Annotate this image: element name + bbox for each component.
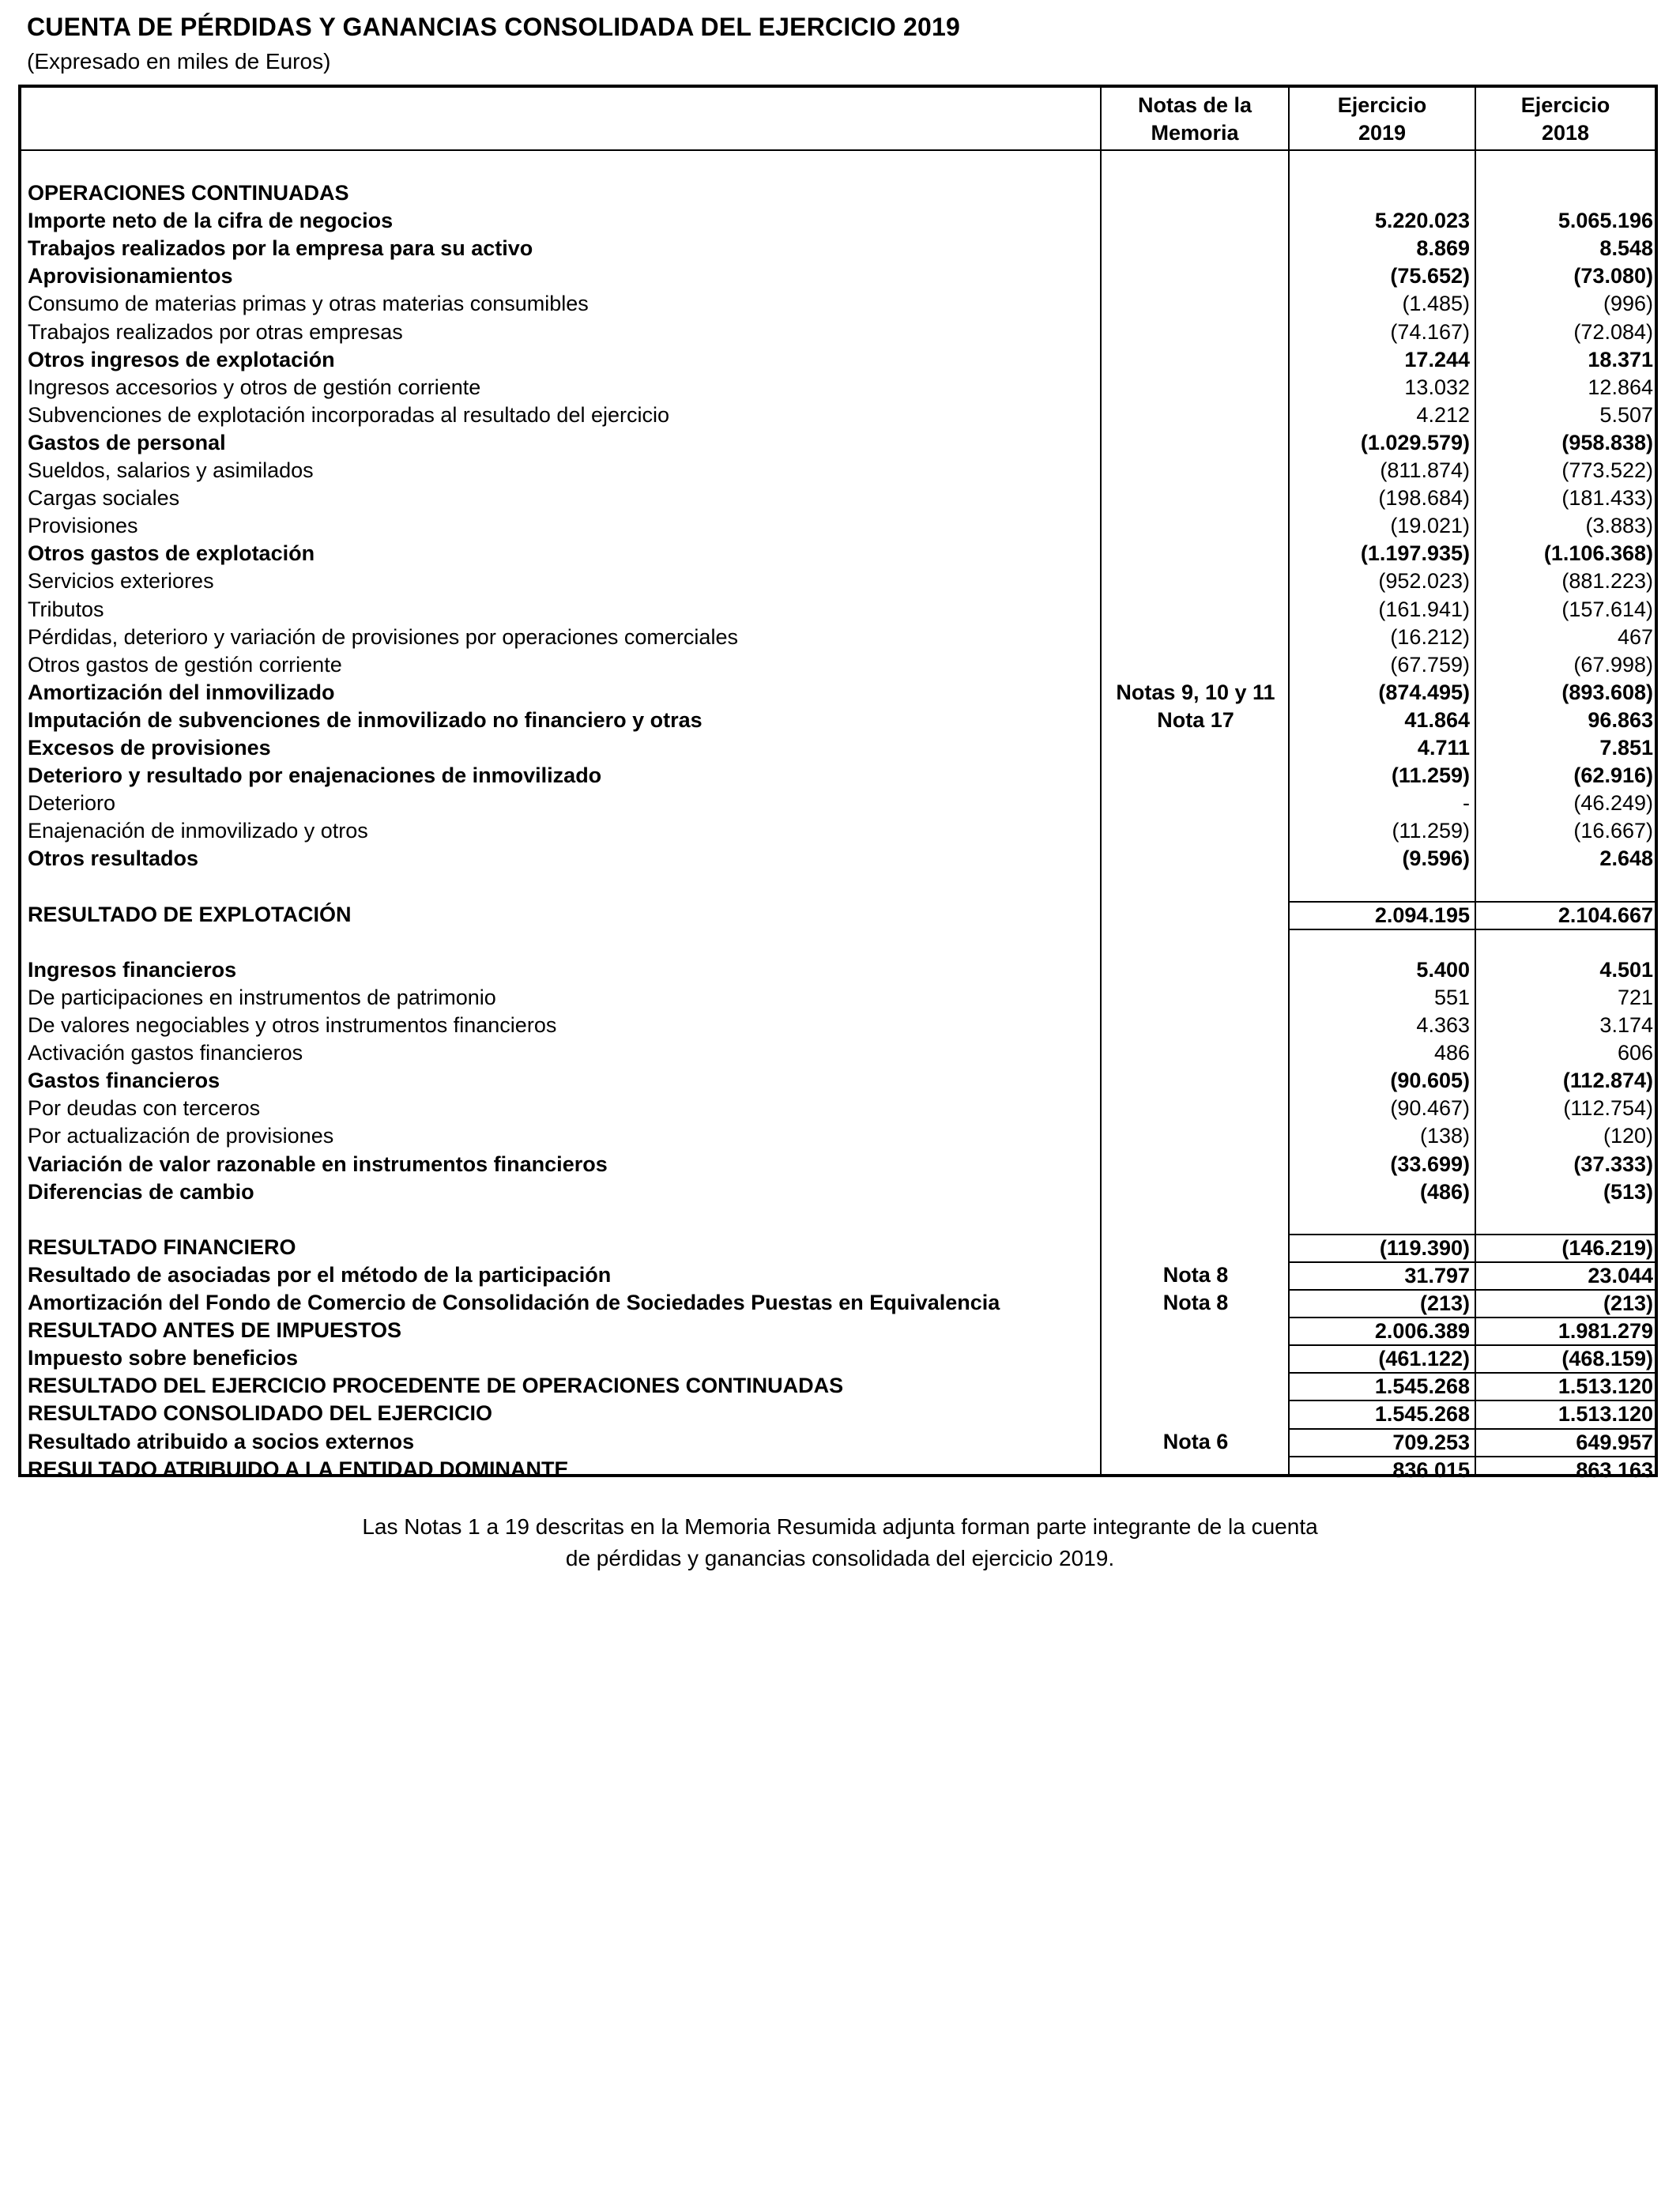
row-label: Servicios exteriores bbox=[28, 569, 214, 594]
row-label: Subvenciones de explotación incorporadas al resultado del ejercicio bbox=[28, 402, 670, 427]
row-label: De valores negociables y otros instrumentos financieros bbox=[28, 1013, 557, 1037]
table-row bbox=[21, 1400, 1655, 1427]
table-row bbox=[21, 1372, 1655, 1400]
row-label: Deterioro bbox=[28, 791, 116, 816]
row-note: Nota 6 bbox=[1162, 1429, 1229, 1453]
row-value-2018: 1.513.120 bbox=[1476, 1372, 1655, 1400]
row-label: Deterioro y resultado por enajenaciones de inmovilizado bbox=[28, 763, 602, 788]
footer-line-1: Las Notas 1 a 19 descritas en la Memoria Resumida adjunta forman parte integrante de la cuenta bbox=[362, 1514, 1318, 1539]
row-value-2018: 18.371 bbox=[1588, 347, 1653, 371]
row-value-2019: 551 bbox=[1433, 985, 1470, 1009]
row-value-2018: 863.163 bbox=[1476, 1456, 1655, 1483]
table-row bbox=[21, 319, 1655, 346]
row-value-2018: (73.080) bbox=[1573, 264, 1653, 288]
row-value-2019: (9.596) bbox=[1402, 846, 1470, 871]
row-value-2019: (198.684) bbox=[1378, 486, 1470, 511]
row-value-2019: (90.605) bbox=[1390, 1069, 1470, 1093]
header-2018-line2: 2018 bbox=[1541, 121, 1590, 145]
row-label: RESULTADO DE EXPLOTACIÓN bbox=[28, 902, 352, 926]
footer-line-2: de pérdidas y ganancias consolidada del ejercicio 2019. bbox=[565, 1546, 1115, 1570]
row-value-2018: (513) bbox=[1603, 1179, 1653, 1204]
row-label: Ingresos accesorios y otros de gestión corriente bbox=[28, 375, 481, 399]
row-value-2019: (19.021) bbox=[1390, 514, 1470, 538]
row-value-2019: (486) bbox=[1419, 1179, 1470, 1204]
row-value-2019: 4.363 bbox=[1416, 1013, 1470, 1037]
row-value-2018: 467 bbox=[1617, 624, 1653, 649]
row-value-2018: (773.522) bbox=[1561, 458, 1653, 482]
row-value-2018: 4.501 bbox=[1599, 957, 1653, 982]
row-note: Notas 9, 10 y 11 bbox=[1116, 680, 1275, 704]
row-value-2018: (46.249) bbox=[1573, 791, 1653, 816]
row-value-2018: 2.104.667 bbox=[1476, 901, 1655, 929]
table-row bbox=[21, 484, 1655, 512]
row-value-2018: (146.219) bbox=[1476, 1234, 1655, 1261]
row-value-2019: (1.197.935) bbox=[1360, 541, 1470, 566]
table-row bbox=[21, 596, 1655, 624]
header-2018 bbox=[1476, 88, 1655, 151]
row-label: Ingresos financieros bbox=[28, 957, 237, 982]
row-label: Trabajos realizados por la empresa para su activo bbox=[28, 236, 533, 261]
row-value-2019: (461.122) bbox=[1290, 1344, 1475, 1372]
table-row bbox=[21, 346, 1655, 374]
table-row bbox=[21, 984, 1655, 1012]
row-value-2019: 4.711 bbox=[1417, 736, 1470, 760]
row-label: RESULTADO DEL EJERCICIO PROCEDENTE DE OPERACIONES CONTINUADAS bbox=[28, 1374, 844, 1398]
row-value-2018: (181.433) bbox=[1561, 486, 1653, 511]
row-value-2019: (11.259) bbox=[1391, 763, 1470, 788]
table-row bbox=[21, 707, 1655, 734]
row-label: Provisiones bbox=[28, 514, 138, 538]
row-label: RESULTADO CONSOLIDADO DEL EJERCICIO bbox=[28, 1401, 493, 1426]
table-row bbox=[21, 1289, 1655, 1317]
row-label: Activación gastos financieros bbox=[28, 1041, 303, 1065]
row-value-2018: 12.864 bbox=[1588, 375, 1653, 399]
table-row bbox=[21, 956, 1655, 984]
row-note: Nota 8 bbox=[1162, 1291, 1229, 1314]
header-notes-line2: Memoria bbox=[1151, 121, 1239, 145]
table-row bbox=[21, 845, 1655, 873]
table-row bbox=[21, 179, 1655, 207]
row-label: Excesos de provisiones bbox=[28, 736, 271, 760]
header-notes-line1: Notas de la bbox=[1137, 93, 1252, 117]
row-note: Nota 8 bbox=[1162, 1262, 1229, 1287]
table-row bbox=[21, 235, 1655, 262]
row-label: RESULTADO ATRIBUIDO A LA ENTIDAD DOMINANTE bbox=[28, 1457, 569, 1481]
table-row bbox=[21, 429, 1655, 457]
row-value-2018: 5.507 bbox=[1599, 402, 1653, 427]
row-label: Amortización del inmovilizado bbox=[28, 680, 335, 704]
table-row bbox=[21, 540, 1655, 567]
row-label: Aprovisionamientos bbox=[28, 264, 233, 288]
document-title: CUENTA DE PÉRDIDAS Y GANANCIAS CONSOLIDADA DEL EJERCICIO 2019 bbox=[27, 13, 960, 41]
row-value-2018: 721 bbox=[1617, 985, 1653, 1009]
income-statement-table bbox=[18, 85, 1658, 1482]
table-row bbox=[21, 1428, 1655, 1456]
row-value-2019: (952.023) bbox=[1378, 569, 1470, 594]
row-value-2018 bbox=[1476, 929, 1655, 930]
table-row bbox=[21, 1317, 1655, 1344]
row-label: Resultado atribuido a socios externos bbox=[28, 1429, 415, 1453]
row-value-2019: (811.874) bbox=[1380, 458, 1470, 482]
table-row bbox=[21, 762, 1655, 790]
table-row bbox=[21, 624, 1655, 651]
header-2019-line2: 2019 bbox=[1358, 121, 1407, 145]
table-row bbox=[21, 1151, 1655, 1178]
header-notes bbox=[1102, 88, 1288, 151]
table-row bbox=[21, 679, 1655, 707]
table-row bbox=[21, 873, 1655, 901]
table-row bbox=[21, 1344, 1655, 1372]
row-label: Impuesto sobre beneficios bbox=[28, 1346, 299, 1370]
row-label: De participaciones en instrumentos de patrimonio bbox=[28, 985, 496, 1009]
row-value-2018: (157.614) bbox=[1561, 597, 1653, 621]
row-value-2018: 5.065.196 bbox=[1558, 209, 1653, 233]
table-row bbox=[21, 1012, 1655, 1039]
row-label: Variación de valor razonable en instrumentos financieros bbox=[28, 1152, 608, 1176]
row-value-2019: (16.212) bbox=[1390, 624, 1470, 649]
row-value-2019: 2.006.389 bbox=[1290, 1317, 1475, 1344]
row-value-2018: 1.513.120 bbox=[1476, 1400, 1655, 1427]
table-row bbox=[21, 929, 1655, 956]
row-value-2019 bbox=[1290, 929, 1475, 930]
row-value-2019: 41.864 bbox=[1404, 707, 1470, 732]
row-value-2019: 4.212 bbox=[1416, 402, 1470, 427]
row-value-2019: (161.941) bbox=[1378, 597, 1470, 621]
row-value-2018: (72.084) bbox=[1573, 319, 1653, 344]
row-value-2018: 649.957 bbox=[1476, 1428, 1655, 1456]
table-row bbox=[21, 790, 1655, 817]
table-row bbox=[21, 512, 1655, 540]
row-label: Cargas sociales bbox=[28, 486, 180, 511]
row-label: Consumo de materias primas y otras materias consumibles bbox=[28, 292, 589, 316]
row-value-2018: 2.648 bbox=[1599, 846, 1653, 871]
table-row bbox=[21, 1178, 1655, 1206]
table-row bbox=[21, 1456, 1655, 1483]
row-value-2019: (138) bbox=[1419, 1124, 1470, 1148]
row-label: Otros resultados bbox=[28, 846, 199, 871]
header-2019-line1: Ejercicio bbox=[1337, 93, 1427, 117]
row-label: Diferencias de cambio bbox=[28, 1179, 254, 1204]
table-row bbox=[21, 567, 1655, 595]
row-value-2019: 17.244 bbox=[1404, 347, 1470, 371]
table-row bbox=[21, 457, 1655, 484]
row-value-2019: (90.467) bbox=[1390, 1096, 1470, 1121]
row-label: Otros ingresos de explotación bbox=[28, 347, 335, 371]
row-label: Otros gastos de explotación bbox=[28, 541, 315, 566]
row-value-2019: (874.495) bbox=[1378, 680, 1470, 704]
row-value-2018: 7.851 bbox=[1599, 736, 1653, 760]
row-value-2018: 606 bbox=[1617, 1041, 1653, 1065]
table-row bbox=[21, 1234, 1655, 1261]
row-label: Por deudas con terceros bbox=[28, 1096, 261, 1121]
row-value-2019: 13.032 bbox=[1404, 375, 1470, 399]
row-label: Sueldos, salarios y asimilados bbox=[28, 458, 314, 482]
row-note: Nota 17 bbox=[1157, 707, 1234, 732]
table-row bbox=[21, 207, 1655, 235]
table-row bbox=[21, 1206, 1655, 1234]
row-label: Otros gastos de gestión corriente bbox=[28, 652, 342, 677]
row-label: Gastos de personal bbox=[28, 430, 226, 454]
table-row bbox=[21, 1039, 1655, 1067]
row-value-2018: 8.548 bbox=[1599, 236, 1653, 261]
table-row bbox=[21, 1122, 1655, 1150]
row-value-2019: 5.220.023 bbox=[1374, 209, 1470, 233]
table-row bbox=[21, 1261, 1655, 1289]
row-value-2018: 23.044 bbox=[1476, 1261, 1655, 1289]
table-row bbox=[21, 817, 1655, 845]
row-label: RESULTADO FINANCIERO bbox=[28, 1235, 296, 1259]
row-value-2019: 31.797 bbox=[1290, 1261, 1475, 1289]
row-value-2019: 1.545.268 bbox=[1290, 1400, 1475, 1427]
row-value-2018: (37.333) bbox=[1573, 1152, 1653, 1176]
row-label: Enajenación de inmovilizado y otros bbox=[28, 819, 368, 843]
row-value-2019: 8.869 bbox=[1416, 236, 1470, 261]
row-value-2018: (1.106.368) bbox=[1543, 541, 1653, 566]
row-value-2018: (996) bbox=[1603, 292, 1653, 316]
table-row bbox=[21, 734, 1655, 762]
row-value-2019: (119.390) bbox=[1290, 1234, 1475, 1261]
row-value-2018: (881.223) bbox=[1561, 569, 1653, 594]
row-value-2019: - bbox=[1463, 791, 1470, 816]
row-value-2019: (74.167) bbox=[1390, 319, 1470, 344]
row-label: Imputación de subvenciones de inmovilizado no financiero y otras bbox=[28, 707, 703, 732]
table-row bbox=[21, 1095, 1655, 1122]
row-value-2019: 5.400 bbox=[1416, 957, 1470, 982]
row-label: OPERACIONES CONTINUADAS bbox=[28, 181, 349, 205]
row-value-2018: (213) bbox=[1476, 1289, 1655, 1317]
footer-note bbox=[0, 1511, 1680, 1574]
table-row bbox=[21, 401, 1655, 429]
row-value-2018: (112.754) bbox=[1563, 1096, 1653, 1121]
row-value-2019: (1.029.579) bbox=[1360, 430, 1470, 454]
row-label: Tributos bbox=[28, 597, 104, 621]
row-value-2018: 3.174 bbox=[1599, 1013, 1653, 1037]
row-value-2018: (893.608) bbox=[1561, 680, 1653, 704]
row-value-2018: (16.667) bbox=[1573, 819, 1653, 843]
row-value-2019: (67.759) bbox=[1390, 652, 1470, 677]
row-value-2018: (3.883) bbox=[1585, 514, 1653, 538]
row-value-2019: 709.253 bbox=[1290, 1428, 1475, 1456]
row-value-2019: 836.015 bbox=[1290, 1456, 1475, 1483]
row-value-2019: (11.259) bbox=[1392, 819, 1470, 843]
row-value-2018: (958.838) bbox=[1561, 430, 1653, 454]
header-2019 bbox=[1290, 88, 1475, 151]
table-row bbox=[21, 1067, 1655, 1095]
row-value-2018: (62.916) bbox=[1573, 763, 1653, 788]
row-value-2018: (468.159) bbox=[1476, 1344, 1655, 1372]
row-label: Por actualización de provisiones bbox=[28, 1124, 334, 1148]
row-value-2018: 96.863 bbox=[1588, 707, 1653, 732]
row-label: Trabajos realizados por otras empresas bbox=[28, 319, 403, 344]
row-label: Importe neto de la cifra de negocios bbox=[28, 209, 394, 233]
row-value-2019: (213) bbox=[1290, 1289, 1475, 1317]
table-row bbox=[21, 290, 1655, 318]
row-label: Pérdidas, deterioro y variación de provisiones por operaciones comerciales bbox=[28, 624, 738, 649]
row-value-2019: (75.652) bbox=[1390, 264, 1470, 288]
table-row bbox=[21, 651, 1655, 679]
document-subtitle: (Expresado en miles de Euros) bbox=[27, 49, 331, 74]
row-value-2019: 1.545.268 bbox=[1290, 1372, 1475, 1400]
row-value-2018: 1.981.279 bbox=[1476, 1317, 1655, 1344]
row-value-2019: 2.094.195 bbox=[1290, 901, 1475, 929]
row-value-2018: (112.874) bbox=[1562, 1069, 1653, 1093]
row-label: Amortización del Fondo de Comercio de Consolidación de Sociedades Puestas en Equivalencia bbox=[28, 1291, 1000, 1314]
row-value-2019: (1.485) bbox=[1402, 292, 1470, 316]
table-row bbox=[21, 262, 1655, 290]
row-label: RESULTADO ANTES DE IMPUESTOS bbox=[28, 1318, 402, 1343]
row-value-2019: 486 bbox=[1433, 1041, 1470, 1065]
row-label: Gastos financieros bbox=[28, 1069, 220, 1093]
table-row bbox=[21, 374, 1655, 401]
row-value-2018: (120) bbox=[1603, 1124, 1653, 1148]
table-row bbox=[21, 901, 1655, 929]
header-2018-line1: Ejercicio bbox=[1520, 93, 1610, 117]
row-label: Resultado de asociadas por el método de la participación bbox=[28, 1262, 612, 1287]
row-value-2019: (33.699) bbox=[1390, 1152, 1470, 1176]
row-value-2018: (67.998) bbox=[1573, 652, 1653, 677]
